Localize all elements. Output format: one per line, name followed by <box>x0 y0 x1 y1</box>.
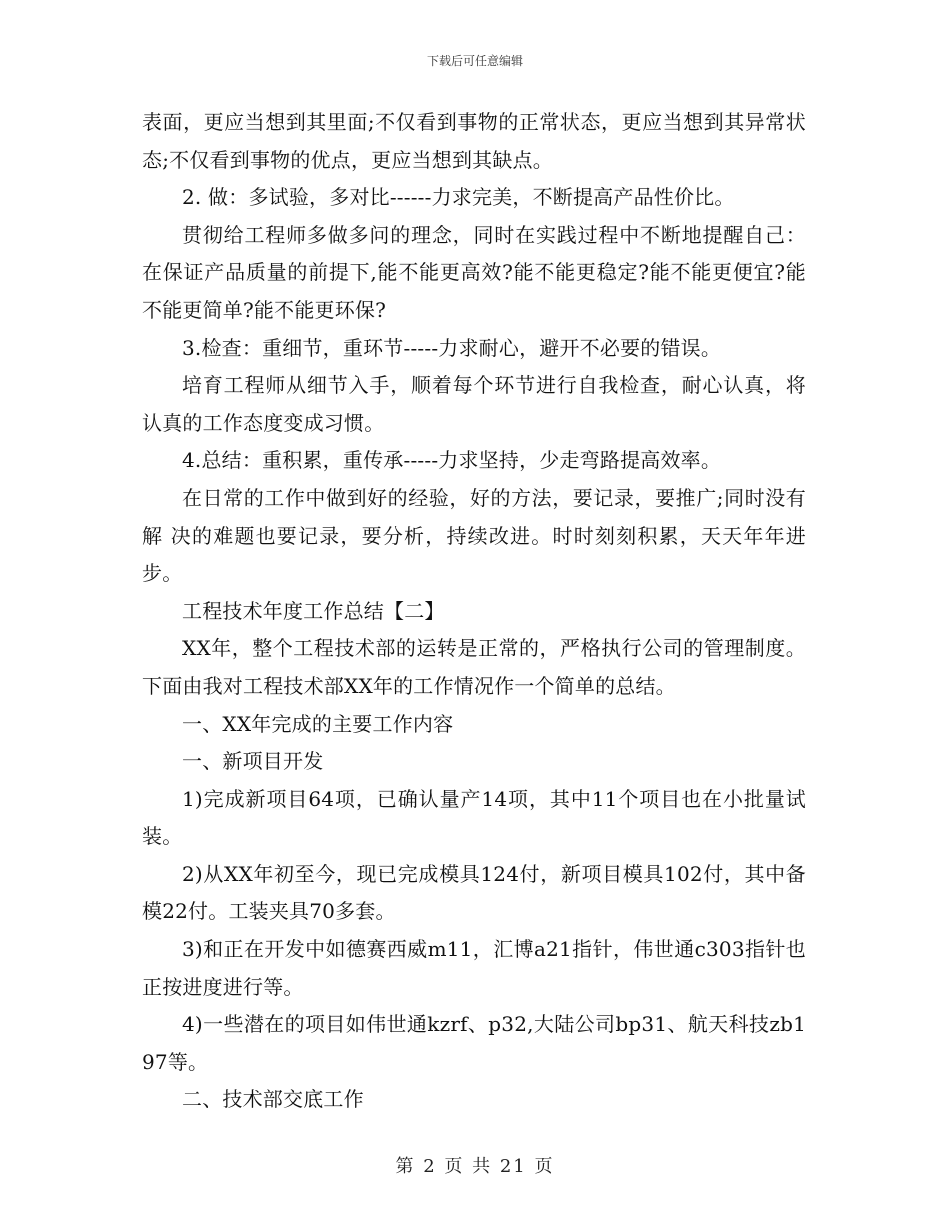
paragraph-2: 2. 做：多试验，多对比------力求完美，不断提高产品性价比。 <box>182 185 735 210</box>
list-item-1: 1)完成新项目64项，已确认量产14项，其中11个项目也在小批量试装。 <box>142 786 806 849</box>
list-item-2: 2)从XX年初至今，现已完成模具124付，新项目模具102付，其中备模22付。工装夹具70多套。 <box>142 861 806 924</box>
heading-handover: 二、技术部交底工作 <box>182 1087 364 1112</box>
section-title: 工程技术年度工作总结【二】 <box>182 598 445 623</box>
page-footer: 第 2 页 共 21 页 <box>395 1156 555 1177</box>
document-body <box>142 104 806 1119</box>
heading-new-projects: 一、新项目开发 <box>182 749 324 774</box>
paragraph-5: 培育工程师从细节入手，顺着每个环节进行自我检查，耐心认真，将认真的工作态度变成习惯。 <box>142 373 806 435</box>
heading-main-work: 一、XX年完成的主要工作内容 <box>182 711 454 736</box>
paragraph-4: 3.检查：重细节，重环节-----力求耐心，避开不必要的错误。 <box>182 335 722 360</box>
list-item-4: 4)一些潜在的项目如伟世通kzrf、p32,大陆公司bp31、航天科技zb197等。 <box>142 1012 806 1074</box>
paragraph-9: XX年，整个工程技术部的运转是正常的，严格执行公司的管理制度。下面由我对工程技术部XX年的工作情况作一个简单的总结。 <box>142 636 806 698</box>
page-header: 下载后可任意编辑 <box>426 54 523 68</box>
list-item-3: 3)和正在开发中如德赛西威m11，汇博a21指针，伟世通c303指针也正按进度进行等。 <box>142 937 806 999</box>
paragraph-6: 4.总结：重积累，重传承-----力求坚持，少走弯路提高效率。 <box>182 448 722 473</box>
paragraph-7: 在日常的工作中做到好的经验，好的方法，要记录，要推广;同时没有解 决的难题也要记录，要分析，持续改进。时时刻刻积累，天天年年进步。 <box>142 485 806 586</box>
paragraph-3: 贯彻给工程师多做多问的理念，同时在实践过程中不断地提醒自己：在保证产品质量的前提下,能不能更高效?能不能更稳定?能不能更便宜?能不能更简单?能不能更环保? <box>142 222 806 322</box>
paragraph-1: 表面，更应当想到其里面;不仅看到事物的正常状态，更应当想到其异常状态;不仅看到事物的优点，更应当想到其缺点。 <box>142 110 806 172</box>
